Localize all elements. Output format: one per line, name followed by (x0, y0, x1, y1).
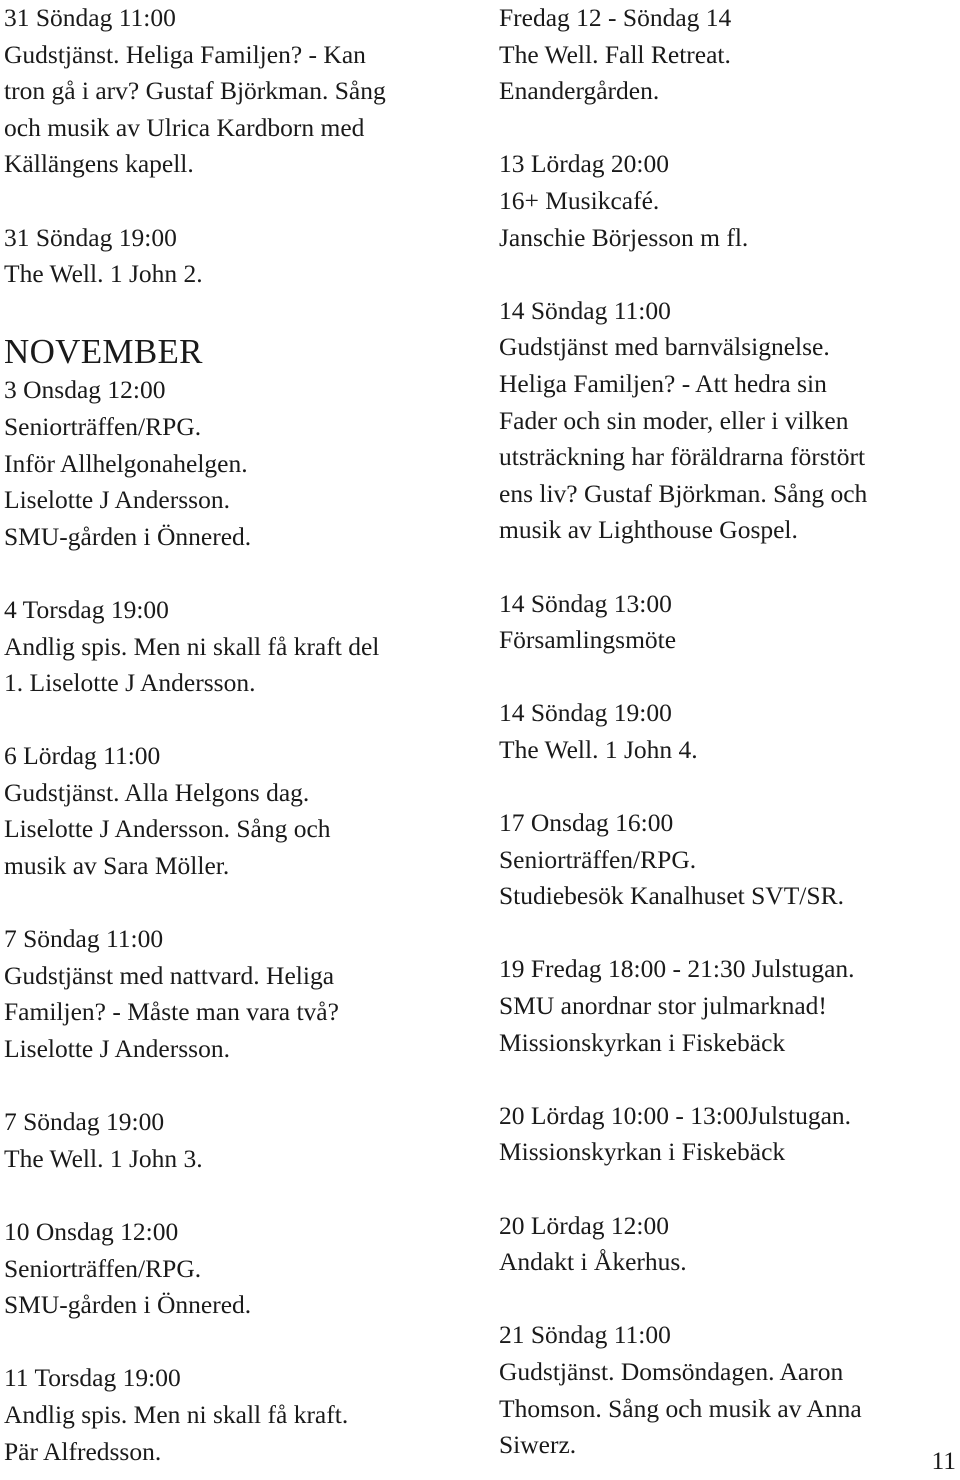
month-heading: NOVEMBER (4, 332, 203, 372)
entry-text: Gudstjänst. Heliga Familjen? - Kan (4, 39, 366, 69)
entry-text: The Well. Fall Retreat. (499, 39, 731, 69)
entry-text: 1. Liselotte J Andersson. (4, 668, 256, 698)
entry-text: och musik av Ulrica Kardborn med (4, 112, 365, 142)
entry-gap (499, 915, 954, 952)
calendar-entry (499, 1208, 954, 1281)
entry-gap (499, 110, 954, 147)
calendar-entry (499, 293, 954, 549)
entry-date: 3 Onsdag 12:00 (4, 375, 166, 405)
entry-text: The Well. 1 John 4. (499, 734, 698, 764)
calendar-entry (499, 0, 954, 110)
calendar-entry (4, 331, 474, 555)
entry-text: Enandergården. (499, 76, 660, 106)
entry-text: musik av Sara Möller. (4, 851, 230, 881)
entry-gap (499, 549, 954, 586)
calendar-entry (4, 592, 474, 702)
entry-gap (4, 293, 474, 330)
entry-text: Gudstjänst. Alla Helgons dag. (4, 777, 310, 807)
page-number: 11 (931, 1446, 956, 1475)
entry-text: Heliga Familjen? - Att hedra sin (499, 368, 827, 398)
entry-text: 16+ Musikcafé. (499, 185, 660, 215)
entry-text: The Well. 1 John 2. (4, 259, 203, 289)
entry-text: SMU anordnar stor julmarknad! (499, 991, 827, 1021)
entry-gap (4, 1177, 474, 1214)
entry-date: 11 Torsdag 19:00 (4, 1363, 181, 1393)
entry-text: Andakt i Åkerhus. (499, 1247, 687, 1277)
right-column (499, 0, 954, 1464)
entry-text: Liselotte J Andersson. Sång och (4, 814, 331, 844)
entry-date: 20 Lördag 12:00 (499, 1210, 669, 1240)
entry-gap (499, 1171, 954, 1208)
entry-text: Liselotte J Andersson. (4, 485, 230, 515)
entry-gap (499, 1061, 954, 1098)
entry-text: Församlingsmöte (499, 625, 677, 655)
calendar-entry (499, 805, 954, 915)
entry-text: Gudstjänst med barnvälsignelse. (499, 332, 830, 362)
calendar-entry (499, 586, 954, 659)
entry-date: 14 Söndag 13:00 (499, 588, 672, 618)
calendar-entry (499, 146, 954, 256)
entry-text: Gudstjänst med nattvard. Heliga (4, 960, 335, 990)
entry-text: Thomson. Sång och musik av Anna (499, 1393, 862, 1423)
entry-text: Seniorträffen/RPG. (4, 411, 202, 441)
entry-text: Andlig spis. Men ni skall få kraft del (4, 631, 380, 661)
entry-date: 10 Onsdag 12:00 (4, 1217, 179, 1246)
entry-text: Pär Alfredsson. (4, 1436, 162, 1466)
calendar-entry (499, 1317, 954, 1463)
entry-text: tron gå i arv? Gustaf Björkman. Sång (4, 76, 386, 106)
entry-gap (4, 1068, 474, 1105)
entry-gap (499, 768, 954, 805)
calendar-entry (4, 921, 474, 1067)
entry-date: 14 Söndag 11:00 (499, 295, 671, 325)
entry-date: 17 Onsdag 16:00 (499, 808, 674, 838)
entry-text: musik av Lighthouse Gospel. (499, 515, 798, 545)
entry-date: 14 Söndag 19:00 (499, 698, 672, 728)
entry-date: 7 Söndag 11:00 (4, 924, 164, 954)
entry-text: Fader och sin moder, eller i vilken (499, 405, 849, 435)
entry-gap (499, 256, 954, 293)
entry-date: 19 Fredag 18:00 - 21:30 Julstugan. (499, 954, 855, 984)
entry-gap (4, 555, 474, 592)
calendar-entry (4, 1104, 474, 1177)
entry-text: Seniorträffen/RPG. (4, 1253, 202, 1283)
calendar-entry (4, 220, 474, 293)
entry-text: Studiebesök Kanalhuset SVT/SR. (499, 881, 844, 911)
entry-text: Seniorträffen/RPG. (499, 844, 697, 874)
entry-date: 4 Torsdag 19:00 (4, 594, 169, 624)
entry-text: Missionskyrkan i Fiskebäck (499, 1137, 786, 1167)
entry-date: 31 Söndag 19:00 (4, 222, 177, 252)
calendar-entry (499, 951, 954, 1061)
entry-text: Janschie Börjesson m fl. (499, 222, 749, 252)
entry-text: Missionskyrkan i Fiskebäck (499, 1027, 786, 1057)
entry-date: 20 Lördag 10:00 - 13:00Julstugan. (499, 1100, 852, 1130)
calendar-entry (499, 1098, 954, 1171)
calendar-entry (4, 0, 474, 183)
entry-gap (499, 659, 954, 696)
entry-gap (4, 702, 474, 739)
calendar-entry (4, 738, 474, 884)
entry-date: 7 Söndag 19:00 (4, 1107, 165, 1137)
calendar-entry (499, 695, 954, 768)
entry-text: Gudstjänst. Domsöndagen. Aaron (499, 1356, 844, 1386)
entry-text: Inför Allhelgonahelgen. (4, 448, 248, 478)
calendar-entry (4, 1360, 474, 1470)
entry-text: The Well. 1 John 3. (4, 1143, 203, 1173)
entry-text: SMU-gården i Önnered. (4, 1290, 252, 1320)
entry-text: Andlig spis. Men ni skall få kraft. (4, 1399, 349, 1429)
entry-date: 31 Söndag 11:00 (4, 3, 176, 32)
entry-text: SMU-gården i Önnered. (4, 521, 252, 551)
entry-text: Familjen? - Måste man vara två? (4, 997, 339, 1027)
entry-gap (499, 1281, 954, 1318)
entry-gap (4, 1324, 474, 1361)
entry-gap (4, 885, 474, 922)
entry-text: Liselotte J Andersson. (4, 1034, 230, 1064)
entry-text: Siwerz. (499, 1430, 577, 1460)
entry-date: 6 Lördag 11:00 (4, 741, 161, 771)
entry-gap (4, 183, 474, 220)
calendar-entry (4, 1214, 474, 1324)
entry-text: Källängens kapell. (4, 149, 194, 179)
entry-text: utsträckning har föräldrarna förstört (499, 442, 866, 472)
entry-date: 13 Lördag 20:00 (499, 149, 669, 179)
left-column (4, 0, 474, 1470)
entry-date: Fredag 12 - Söndag 14 (499, 3, 732, 32)
entry-text: ens liv? Gustaf Björkman. Sång och (499, 478, 868, 508)
entry-date: 21 Söndag 11:00 (499, 1320, 671, 1350)
